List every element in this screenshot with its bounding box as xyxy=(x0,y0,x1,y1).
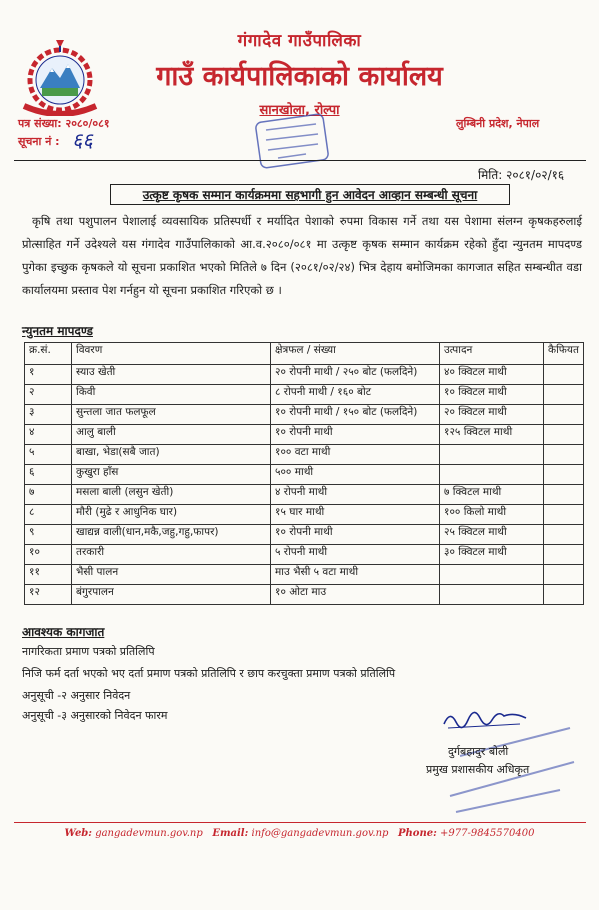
cell-production xyxy=(440,445,544,465)
cell-sn: ७ xyxy=(25,485,72,505)
document-item: निजि फर्म दर्ता भएको भए दर्ता प्रमाण पत्रको प्रतिलिपि र छाप करचुक्ता प्रमाण पत्रको प्रतिलिपि xyxy=(22,667,396,680)
table-row xyxy=(25,365,584,385)
cell-remarks xyxy=(544,425,584,445)
cell-remarks xyxy=(544,465,584,485)
cell-remarks xyxy=(544,525,584,545)
cell-area: ५०० माथी xyxy=(271,465,440,485)
notice-subject: उत्कृष्ट कृषक सम्मान कार्यक्रममा सहभागी हुन आवेदन आव्हान सम्बन्धी सूचना xyxy=(110,184,510,205)
documents-heading: आवश्यक कागजात xyxy=(22,625,105,639)
table-row xyxy=(25,525,584,545)
table-row xyxy=(25,485,584,505)
cell-remarks xyxy=(544,585,584,605)
cell-description: आलु बाली xyxy=(72,425,271,445)
footer-web-label: Web: xyxy=(64,828,92,839)
cell-description: भैसी पालन xyxy=(72,565,271,585)
col-header-description: विवरण xyxy=(72,343,271,365)
cell-area: १० रोपनी माथी xyxy=(271,425,440,445)
office-address: सानखोला, रोल्पा xyxy=(259,103,340,118)
cell-area: ८ रोपनी माथी / १६० बोट xyxy=(271,385,440,405)
notice-number-label: सूचना नं : xyxy=(18,135,60,148)
letter-number: पत्र संख्या: २०८०/०८१ xyxy=(18,117,110,130)
cell-area: ५ रोपनी माथी xyxy=(271,545,440,565)
cell-remarks xyxy=(544,385,584,405)
cell-area: १० रोपनी माथी xyxy=(271,525,440,545)
criteria-heading: न्युनतम मापदण्ड xyxy=(22,324,93,338)
table-row xyxy=(25,385,584,405)
document-item: अनुसूची -२ अनुसार निवेदन xyxy=(22,689,131,702)
cell-production xyxy=(440,585,544,605)
cell-remarks xyxy=(544,365,584,385)
cell-area: १०० वटा माथी xyxy=(271,445,440,465)
cell-production: १२५ क्विटल माथी xyxy=(440,425,544,445)
header-divider xyxy=(14,160,586,161)
cell-area: १० रोपनी माथी / १५० बोट (फलदिने) xyxy=(271,405,440,425)
cell-production: १० क्विटल माथी xyxy=(440,385,544,405)
document-item: नागरिकता प्रमाण पत्रको प्रतिलिपि xyxy=(22,645,155,658)
footer-contact xyxy=(0,828,599,839)
cell-sn: ६ xyxy=(25,465,72,485)
footer-email-label: Email: xyxy=(212,828,249,839)
cell-remarks xyxy=(544,545,584,565)
cell-sn: १ xyxy=(25,365,72,385)
cell-description: बंगुरपालन xyxy=(72,585,271,605)
cell-production: ४० क्विटल माथी xyxy=(440,365,544,385)
province-label: लुम्बिनी प्रदेश, नेपाल xyxy=(456,117,540,130)
table-header-row xyxy=(25,343,584,365)
table-row xyxy=(25,425,584,445)
notice-date: मिति: २०८१/०२/१६ xyxy=(478,168,565,182)
footer-phone: +977-9845570400 xyxy=(439,828,535,839)
cell-description: सुन्तला जात फलफूल xyxy=(72,405,271,425)
cell-sn: ३ xyxy=(25,405,72,425)
footer-email-link[interactable]: info@gangadevmun.gov.np xyxy=(251,828,389,839)
cell-area: ४ रोपनी माथी xyxy=(271,485,440,505)
cell-area: माउ भैसी ५ वटा माथी xyxy=(271,565,440,585)
office-name: गंगादेव गाउँपालिका xyxy=(237,31,362,51)
cell-remarks xyxy=(544,405,584,425)
cell-area: १५ घार माथी xyxy=(271,505,440,525)
table-row xyxy=(25,505,584,525)
cell-production: ७ क्विटल माथी xyxy=(440,485,544,505)
cell-description: मौरी (मुढे र आधुनिक घार) xyxy=(72,505,271,525)
cell-description: मसला बाली (लसुन खेती) xyxy=(72,485,271,505)
cell-sn: ४ xyxy=(25,425,72,445)
notice-number-value: ६६ xyxy=(72,128,93,152)
cell-production xyxy=(440,565,544,585)
cell-remarks xyxy=(544,485,584,505)
cell-sn: ८ xyxy=(25,505,72,525)
cell-description: बाखा, भेडा(सबै जात) xyxy=(72,445,271,465)
office-title: गाउँ कार्यपालिकाको कार्यालय xyxy=(156,61,443,92)
footer-divider xyxy=(14,822,586,823)
table-row xyxy=(25,585,584,605)
col-header-remarks: कैफियत xyxy=(544,343,584,365)
col-header-sn: क्र.सं. xyxy=(25,343,72,365)
table-row xyxy=(25,465,584,485)
cell-sn: १२ xyxy=(25,585,72,605)
footer-phone-label: Phone: xyxy=(398,828,437,839)
cell-description: खाद्यन्न वाली(धान,मकै,जहु,गहु,फापर) xyxy=(72,525,271,545)
table-row xyxy=(25,545,584,565)
cell-description: तरकारी xyxy=(72,545,271,565)
cell-sn: ९ xyxy=(25,525,72,545)
col-header-production: उत्पादन xyxy=(440,343,544,365)
table-row xyxy=(25,445,584,465)
cell-sn: ५ xyxy=(25,445,72,465)
signatory-post: प्रमुख प्रशासकीय अधिकृत xyxy=(426,763,530,776)
document-item: अनुसूची -३ अनुसारको निवेदन फारम xyxy=(22,709,168,722)
cell-description: कुखुरा हाँस xyxy=(72,465,271,485)
col-header-area: क्षेत्रफल / संख्या xyxy=(271,343,440,365)
cell-sn: १० xyxy=(25,545,72,565)
cell-remarks xyxy=(544,565,584,585)
table-row xyxy=(25,565,584,585)
footer-web-link[interactable]: gangadevmun.gov.np xyxy=(95,828,203,839)
cell-area: १० ओटा माउ xyxy=(271,585,440,605)
cell-production: २५ क्विटल माथी xyxy=(440,525,544,545)
criteria-table-body xyxy=(25,365,584,605)
signatory-name: दुर्गबहादुर बोली xyxy=(448,745,509,758)
criteria-table xyxy=(24,342,584,605)
table-row xyxy=(25,405,584,425)
cell-remarks xyxy=(544,505,584,525)
cell-production xyxy=(440,465,544,485)
cell-sn: २ xyxy=(25,385,72,405)
cell-sn: ११ xyxy=(25,565,72,585)
cell-remarks xyxy=(544,445,584,465)
cell-production: १०० किलो माथी xyxy=(440,505,544,525)
cell-production: ३० क्विटल माथी xyxy=(440,545,544,565)
office-stamp-icon xyxy=(244,112,340,170)
cell-production: २० क्विटल माथी xyxy=(440,405,544,425)
cell-area: २० रोपनी माथी / २५० बोट (फलदिने) xyxy=(271,365,440,385)
notice-body: कृषि तथा पशुपालन पेशालाई व्यवसायिक प्रतिस्पर्धी र मर्यादित पेशाको रुपमा विकास गर्ने तथा यस पेशामा संलग्न कृषकहरुलाई प्रोत्साहित गर्ने उदेश्यले यस गंगादेव गाउँपालिकाको आ.व.२०८०/०८१ मा उत्कृष्ट कृषक सम्मान कार्यक्रम रहेको हुँदा न्युनतम मापदण्ड पुगेका इच्छुक कृषकले यो सूचना प्रकाशित भएको मितिले ७ दिन (२०८१/०२/२४) भित्र देहाय बमोजिमका कागजात सहित सम्बन्धीत वडा कार्यालयमा प्रस्ताव पेश गर्नहुन यो सूचना प्रकाशित गरिएको छ । xyxy=(22,214,582,297)
cell-description: किवी xyxy=(72,385,271,405)
cell-description: स्याउ खेती xyxy=(72,365,271,385)
